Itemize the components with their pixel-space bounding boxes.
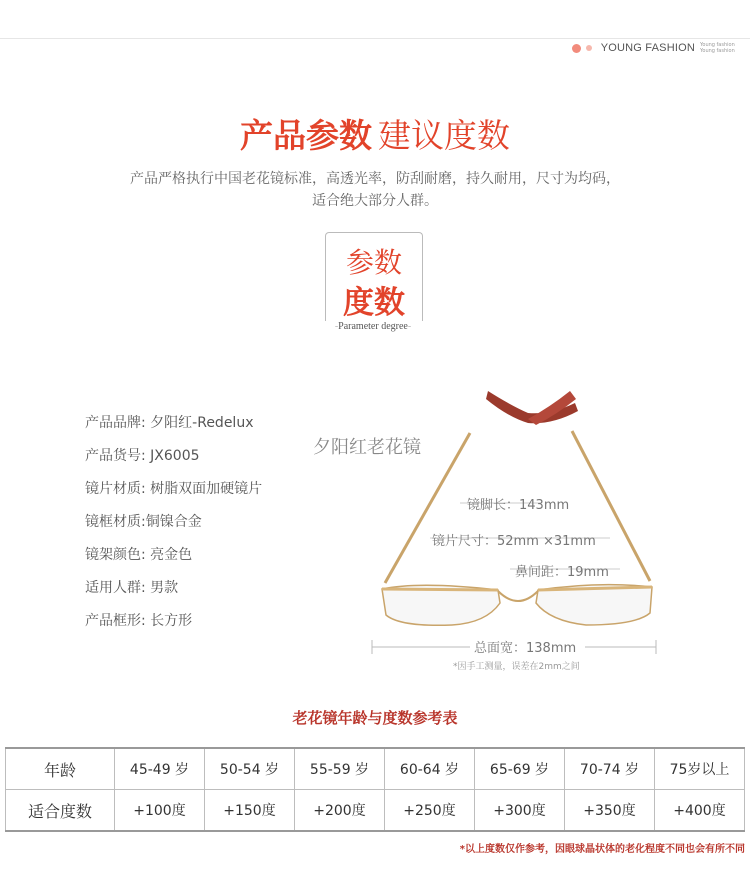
title-light: 建议度数 bbox=[378, 116, 510, 155]
spec-list bbox=[85, 413, 262, 644]
badge-line-2: 度数 bbox=[343, 285, 405, 321]
spec-value: 男款 bbox=[150, 580, 179, 596]
intro-line-1: 产品严格执行中国老花镜标准，高透光率，防刮耐磨，持久耐用，尺寸为均码， bbox=[130, 171, 620, 187]
badge-tick-right: - bbox=[407, 321, 412, 332]
row-header-degree: 适合度数 bbox=[6, 790, 115, 832]
frame-top-left bbox=[382, 589, 498, 590]
spec-item bbox=[85, 413, 262, 446]
spec-label: 产品框形: bbox=[85, 613, 146, 629]
spec-label: 镜架颜色: bbox=[85, 547, 146, 563]
badge-line-1: 参数 bbox=[345, 246, 402, 279]
spec-item bbox=[85, 611, 262, 644]
table-cell: 55-59 岁 bbox=[295, 748, 385, 790]
intro-text bbox=[60, 168, 690, 212]
temple-right bbox=[572, 431, 650, 581]
spec-item bbox=[85, 512, 262, 545]
measure-note: *因手工测量，误差在2mm之间 bbox=[453, 662, 580, 672]
page-title bbox=[0, 110, 750, 157]
table-row-degree bbox=[6, 790, 745, 832]
spec-item bbox=[85, 578, 262, 611]
table-cell: +350度 bbox=[565, 790, 655, 832]
spec-label: 适用人群: bbox=[85, 580, 146, 596]
spec-value: JX6005 bbox=[150, 448, 200, 464]
total-width-label: 总面宽：138mm bbox=[474, 641, 577, 656]
spec-item bbox=[85, 479, 262, 512]
intro-line-2: 适合绝大部分人群。 bbox=[312, 193, 438, 209]
spec-label: 镜片材质: bbox=[85, 481, 146, 497]
table-cell: +100度 bbox=[115, 790, 205, 832]
badge-subtitle: Parameter degree bbox=[338, 321, 408, 332]
table-cell: 60-64 岁 bbox=[385, 748, 475, 790]
table-cell: +150度 bbox=[205, 790, 295, 832]
spec-value: 亮金色 bbox=[150, 547, 193, 563]
brand-dot-small-icon bbox=[586, 45, 592, 51]
spec-label: 产品品牌: bbox=[85, 415, 146, 431]
badge-tick-left: - bbox=[334, 321, 339, 332]
table-row-age bbox=[6, 748, 745, 790]
spec-value: 夕阳红-Redelux bbox=[150, 415, 254, 431]
spec-value: 长方形 bbox=[150, 613, 193, 629]
table-title: 老花镜年龄与度数参考表 bbox=[292, 709, 458, 727]
table-cell: 50-54 岁 bbox=[205, 748, 295, 790]
bridge-label: 鼻间距：19mm bbox=[515, 565, 609, 580]
parameter-badge bbox=[325, 232, 423, 321]
age-degree-table bbox=[5, 747, 745, 832]
brand-small-text: Young fashion Young fashion bbox=[700, 42, 735, 54]
product-image-title: 夕阳红老花镜 bbox=[313, 437, 421, 458]
spec-value: 铜镍合金 bbox=[145, 514, 202, 530]
table-cell: 65-69 岁 bbox=[475, 748, 565, 790]
table-cell: 45-49 岁 bbox=[115, 748, 205, 790]
spec-item bbox=[85, 446, 262, 479]
bridge bbox=[498, 591, 538, 601]
table-cell: +400度 bbox=[655, 790, 745, 832]
lens-size-label: 镜片尺寸：52mm ×31mm bbox=[432, 534, 596, 549]
table-cell: +200度 bbox=[295, 790, 385, 832]
brand-text: YOUNG FASHION bbox=[600, 42, 695, 54]
row-header-age: 年龄 bbox=[6, 748, 115, 790]
temple-length-label: 镜脚长：143mm bbox=[467, 498, 570, 513]
table-cell: 70-74 岁 bbox=[565, 748, 655, 790]
table-cell: 75岁以上 bbox=[655, 748, 745, 790]
table-cell: +250度 bbox=[385, 790, 475, 832]
brand-dot-icon bbox=[572, 44, 581, 53]
brand-bar bbox=[572, 42, 742, 54]
badge-subtitle-row bbox=[320, 321, 426, 332]
spec-value: 树脂双面加硬镜片 bbox=[150, 481, 263, 497]
spec-label: 产品货号: bbox=[85, 448, 146, 464]
spec-item bbox=[85, 545, 262, 578]
title-strong: 产品参数 bbox=[240, 116, 372, 155]
glasses-image bbox=[360, 385, 660, 655]
spec-label: 镜框材质: bbox=[85, 514, 146, 530]
table-footnote: *以上度数仅作参考，因眼球晶状体的老化程度不同也会有所不同 bbox=[459, 844, 745, 855]
top-divider bbox=[0, 38, 750, 39]
table-cell: +300度 bbox=[475, 790, 565, 832]
